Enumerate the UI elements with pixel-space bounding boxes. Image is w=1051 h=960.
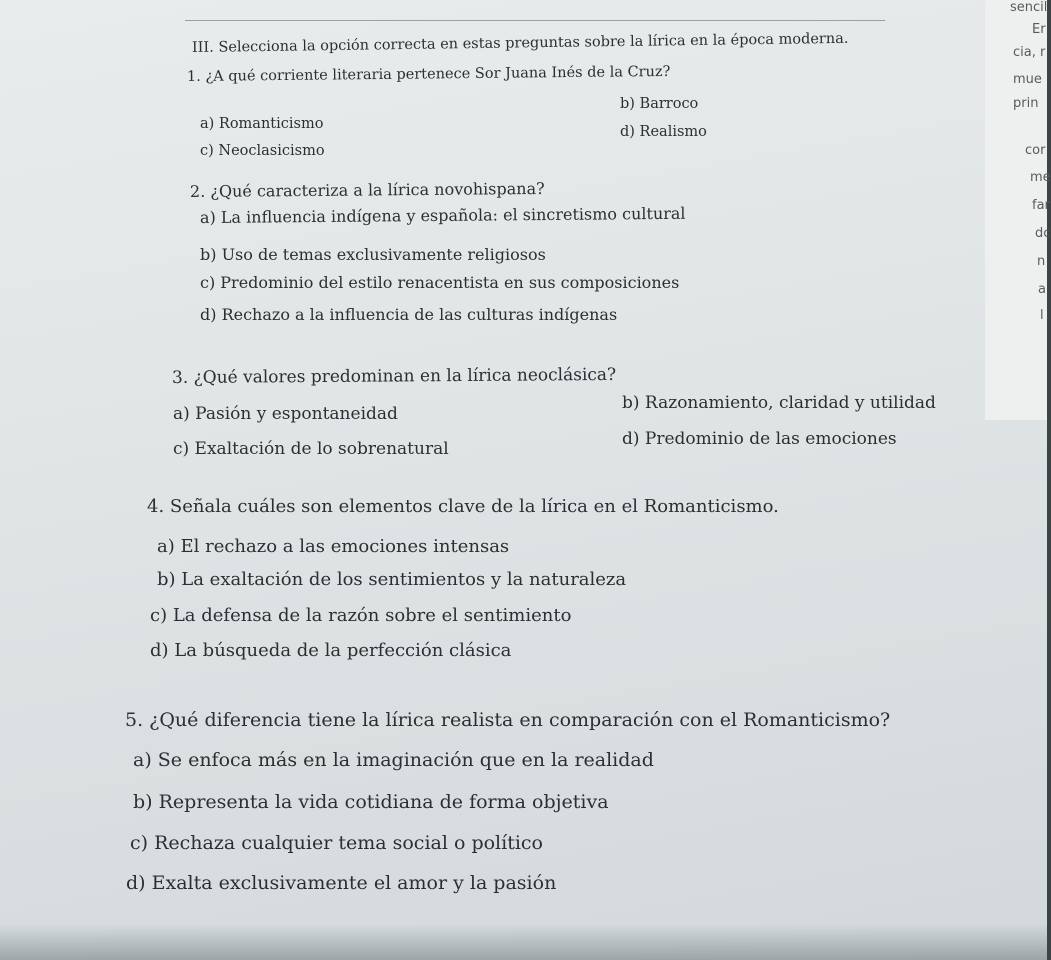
question-1-option-d: d) Realismo bbox=[620, 124, 707, 140]
side-fragment: cor bbox=[1025, 143, 1046, 158]
question-1-option-b: b) Barroco bbox=[620, 96, 699, 112]
side-fragment: me bbox=[1030, 170, 1051, 185]
question-2-option-a: a) La influencia indígena y española: el sincretismo cultural bbox=[199, 203, 686, 227]
question-1-option-c: c) Neoclasicismo bbox=[200, 143, 325, 159]
question-5-prompt: 5. ¿Qué diferencia tiene la lírica realista en comparación con el Romanticismo? bbox=[125, 709, 891, 731]
page-edge-line bbox=[185, 20, 885, 21]
question-1-prompt: 1. ¿A qué corriente literaria pertenece Sor Juana Inés de la Cruz? bbox=[186, 63, 671, 85]
section-instruction: III. Selecciona la opción correcta en estas preguntas sobre la lírica en la época moderna. bbox=[191, 30, 849, 56]
question-3-option-b: b) Razonamiento, claridad y utilidad bbox=[622, 393, 936, 413]
side-fragment: mue bbox=[1013, 72, 1042, 87]
question-1-option-a: a) Romanticismo bbox=[200, 116, 324, 132]
question-5-option-d: d) Exalta exclusivamente el amor y la pasión bbox=[126, 872, 557, 894]
question-5-option-b: b) Representa la vida cotidiana de forma objetiva bbox=[133, 791, 609, 813]
question-2-prompt: 2. ¿Qué caracteriza a la lírica novohispana? bbox=[189, 178, 545, 201]
question-3-prompt: 3. ¿Qué valores predominan en la lírica neoclásica? bbox=[171, 364, 617, 388]
side-fragment: Er bbox=[1032, 22, 1046, 37]
side-fragment: l bbox=[1040, 308, 1044, 323]
side-fragment: far bbox=[1032, 198, 1050, 213]
question-2-option-d: d) Rechazo a la influencia de las culturas indígenas bbox=[200, 305, 618, 324]
question-3-option-a: a) Pasión y espontaneidad bbox=[173, 404, 398, 424]
page-bottom-shadow bbox=[0, 924, 1047, 960]
side-fragment: dc bbox=[1035, 226, 1051, 241]
side-fragment: sencil bbox=[1010, 0, 1048, 15]
question-2-option-b: b) Uso de temas exclusivamente religiosos bbox=[200, 245, 546, 264]
question-4-option-b: b) La exaltación de los sentimientos y la naturaleza bbox=[157, 569, 627, 590]
side-fragment: a bbox=[1038, 282, 1046, 297]
side-fragment: cia, r bbox=[1013, 45, 1046, 60]
side-fragment: n bbox=[1037, 254, 1046, 269]
question-3-option-d: d) Predominio de las emociones bbox=[622, 429, 897, 449]
question-4-prompt: 4. Señala cuáles son elementos clave de la lírica en el Romanticismo. bbox=[147, 496, 779, 517]
question-3-option-c: c) Exaltación de lo sobrenatural bbox=[173, 439, 449, 459]
question-5-option-c: c) Rechaza cualquier tema social o político bbox=[130, 832, 543, 854]
question-4-option-a: a) El rechazo a las emociones intensas bbox=[157, 536, 510, 557]
question-2-option-c: c) Predominio del estilo renacentista en sus composiciones bbox=[200, 273, 680, 292]
question-4-option-d: d) La búsqueda de la perfección clásica bbox=[150, 640, 512, 661]
question-4-option-c: c) La defensa de la razón sobre el sentimiento bbox=[150, 605, 572, 626]
question-5-option-a: a) Se enfoca más en la imaginación que en la realidad bbox=[133, 749, 654, 771]
side-fragment: prin bbox=[1013, 96, 1039, 111]
